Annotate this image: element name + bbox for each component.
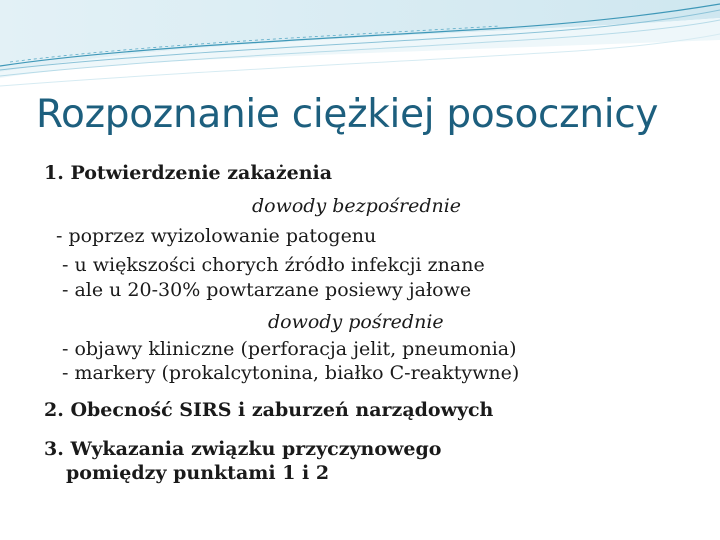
point-3-heading-continued: pomiędzy punktami 1 i 2 bbox=[66, 462, 330, 484]
direct-evidence-item: - ale u 20-30% powtarzane posiewy jałowe bbox=[62, 279, 472, 301]
direct-evidence-subheading: dowody bezpośrednie bbox=[252, 195, 462, 217]
indirect-evidence-item: - markery (prokalcytonina, białko C-reaktywne) bbox=[62, 362, 520, 384]
indirect-evidence-subheading: dowody pośrednie bbox=[268, 311, 444, 333]
point-3-heading: 3. Wykazania związku przyczynowego bbox=[44, 438, 442, 460]
point-2-heading: 2. Obecność SIRS i zaburzeń narządowych bbox=[44, 399, 494, 421]
indirect-evidence-item: - objawy kliniczne (perforacja jelit, pneumonia) bbox=[62, 338, 517, 360]
point-1-heading: 1. Potwierdzenie zakażenia bbox=[44, 162, 333, 184]
direct-evidence-item: - poprzez wyizolowanie patogenu bbox=[56, 225, 377, 247]
slide-title: Rozpoznanie ciężkiej posocznicy bbox=[36, 92, 659, 137]
direct-evidence-item: - u większości chorych źródło infekcji znane bbox=[62, 254, 485, 276]
